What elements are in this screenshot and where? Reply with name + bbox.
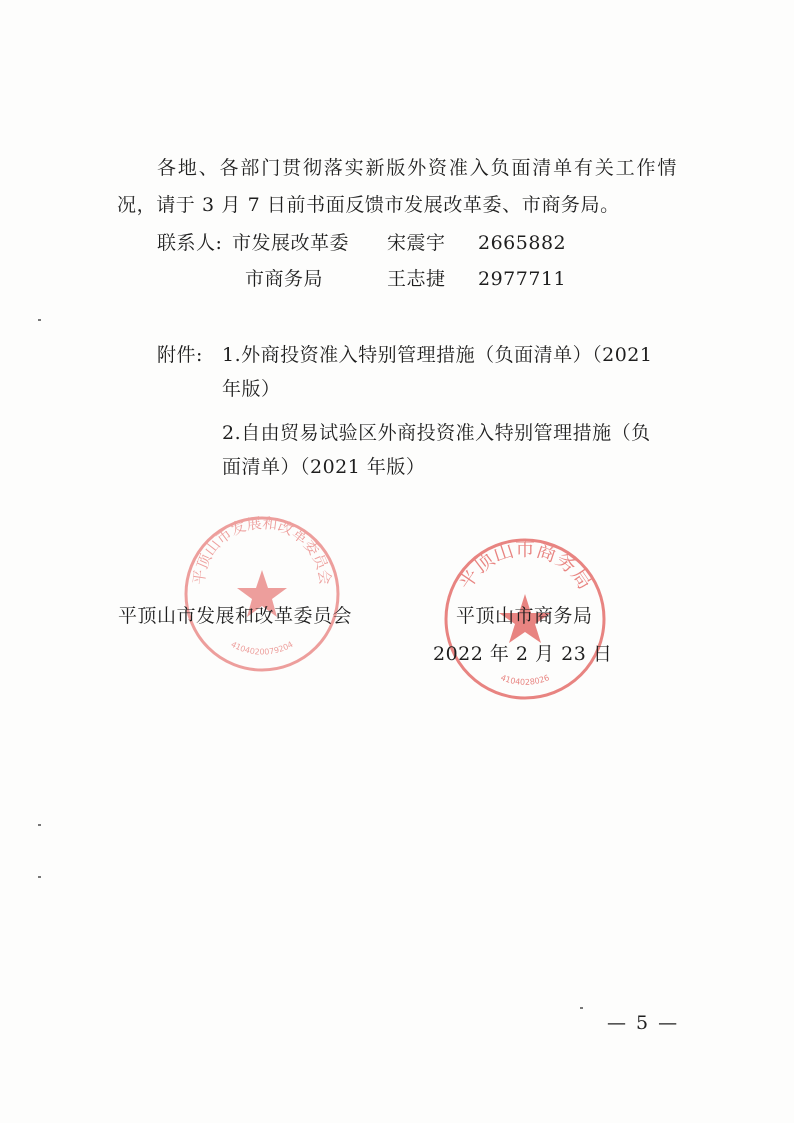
contact-label: 联系人:	[157, 232, 223, 254]
page-number: — 5 —	[607, 1012, 680, 1034]
contact-phone-1: 2665882	[478, 232, 567, 254]
contact-org-1: 市发展改革委	[232, 232, 350, 254]
attachment-2-line-2: 面清单）（2021 年版）	[222, 456, 426, 478]
scan-speck	[38, 824, 41, 826]
signature-left: 平顶山市发展和改革委员会	[118, 605, 353, 627]
attachment-1-line-2: 年版）	[222, 378, 281, 400]
ndrc-seal-code: 4104020079204	[229, 639, 295, 657]
body-paragraph: 各地、各部门贯彻落实新版外资准入负面清单有关工作情况，请于 3 月 7 日前书面反馈市发展改革委、市商务局。	[117, 157, 677, 216]
scan-speck	[38, 319, 41, 321]
scan-speck	[580, 1007, 583, 1009]
document-date: 2022 年 2 月 23 日	[433, 643, 613, 665]
contact-name-2: 王志捷	[387, 268, 446, 290]
commerce-seal-code: 4104028026	[499, 673, 551, 687]
ndrc-seal	[180, 512, 344, 676]
signature-right: 平顶山市商务局	[456, 605, 593, 627]
contact-phone-2: 2977711	[478, 268, 567, 290]
attachment-2-line-1: 2.自由贸易试验区外商投资准入特别管理措施（负	[222, 422, 651, 444]
ndrc-seal-text: 平顶山市发展和改革委员会	[189, 513, 335, 587]
attachment-1-line-1: 1.外商投资准入特别管理措施（负面清单）（2021	[222, 344, 653, 366]
commerce-seal-text: 平顶山市商务局	[452, 536, 598, 594]
contact-org-2: 市商务局	[245, 268, 324, 290]
attachment-label: 附件:	[157, 344, 203, 366]
scan-speck	[38, 876, 41, 878]
contact-name-1: 宋震宇	[387, 232, 446, 254]
